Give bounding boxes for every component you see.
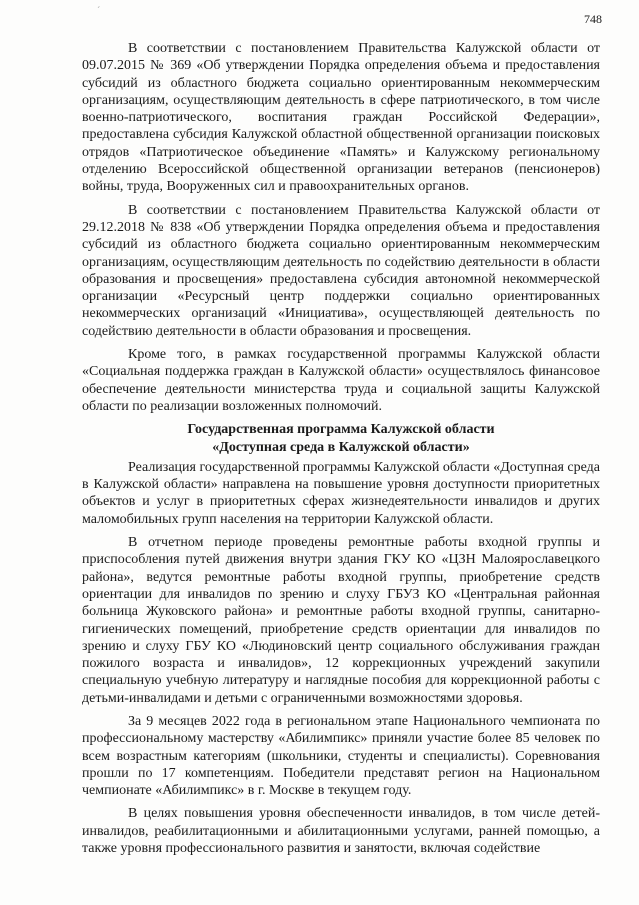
paragraph: В соответствии с постановлением Правительства Калужской области от 29.12.2018 № 838 «Об утверждении Порядка определения объема и предоставления субсидий из областного бюджета социально ориентированным некоммерческим организациям, осуществляющим деятельность по содействию деятельности в области образования и просвещения» предоставлена субсидия автономной некоммерческой организации «Ресурсный центр поддержки социально ориентированных некоммерческих организаций «Инициатива», осуществляющей деятельность по содействию деятельности в области образования и просвещения.: [82, 202, 600, 339]
section-heading: [82, 421, 600, 456]
paragraph: В целях повышения уровня обеспеченности инвалидов, в том числе детей-инвалидов, реабилитационными и абилитационными услугами, ранней помощью, а также уровня профессионального развития и занятости, включая содействие: [82, 806, 600, 857]
document-body: [82, 40, 600, 863]
paragraph: В соответствии с постановлением Правительства Калужской области от 09.07.2015 № 369 «Об утверждении Порядка определения объема и предоставления субсидий из областного бюджета социально ориентированным некоммерческим организациям, осуществляющим деятельность в сфере патриотического, в том числе военно-патриотического, воспитания граждан Российской Федерации», предоставлена субсидия Калужской областной общественной организации поисковых отрядов «Патриотическое объединение «Память» и Калужскому региональному отделению Всероссийской общественной организации ветеранов (пенсионеров) войны, труда, Вооруженных сил и правоохранительных органов.: [82, 41, 600, 195]
paragraph: В отчетном периоде проведены ремонтные работы входной группы и приспособления путей движения внутри здания ГКУ КО «ЦЗН Малоярославецкого района», ведутся ремонтные работы входной группы, приобретение средств ориентации для инвалидов по зрению и слуху ГБУЗ КО «Центральная районная больница Жуковского района» и ремонтные работы входной группы, санитарно-гигиенических помещений, приобретение средств ориентации для инвалидов по зрению и слуху ГБУ КО «Людиновский центр социального обслуживания граждан пожилого возраста и инвалидов», 12 коррекционных учреждений закупили специальную учебную литературу и наглядные пособия для коррекционной работы с детьми-инвалидами и детьми с ограниченными возможностями здоровья.: [82, 535, 600, 706]
page-number: 748: [584, 12, 602, 26]
section-heading-line-2: «Доступная среда в Калужской области»: [212, 439, 470, 455]
section-heading-line-1: Государственная программа Калужской области: [187, 422, 495, 438]
paragraph: Реализация государственной программы Калужской области «Доступная среда в Калужской области» направлена на повышение уровня доступности приоритетных объектов и услуг в приоритетных сферах жизнедеятельности инвалидов и других маломобильных групп населения на территории Калужской области.: [82, 459, 600, 527]
paragraph: Кроме того, в рамках государственной программы Калужской области «Социальная поддержка граждан в Калужской области» осуществлялось финансовое обеспечение деятельности министерства труда и социальной защиты Калужской области по реализации возложенных полномочий.: [82, 347, 600, 414]
scan-mark: ´: [97, 6, 101, 17]
paragraph: За 9 месяцев 2022 года в региональном этапе Национального чемпионата по профессиональному мастерству «Абилимпикс» приняли участие более 85 человек по всем возрастным категориям (школьники, студенты и специалисты). Соревнования прошли по 17 компетенциям. Победители представят регион на Национальном чемпионате «Абилимпикс» в г. Москве в текущем году.: [82, 713, 600, 799]
